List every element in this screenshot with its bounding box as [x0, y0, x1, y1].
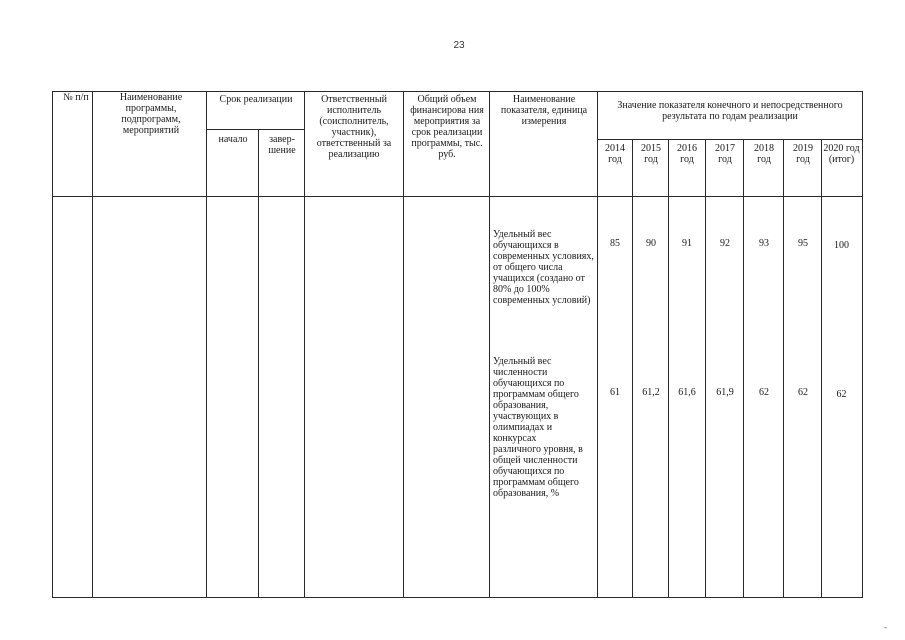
header-period: Срок реализации	[219, 94, 293, 105]
value-row1-2020: 100	[834, 240, 849, 251]
col-border-2016	[705, 139, 706, 598]
value-row1-2015: 90	[646, 238, 656, 249]
value-row2-2016: 61,6	[678, 387, 696, 398]
col-border-start	[258, 129, 259, 598]
value-row1-2018: 93	[759, 238, 769, 249]
col-border-executor	[403, 91, 404, 598]
col-border-period	[304, 91, 305, 598]
period-subheader-line	[206, 129, 304, 130]
value-row1-2017: 92	[720, 238, 730, 249]
years-subheader-line	[597, 139, 863, 140]
col-border-indicator	[597, 91, 598, 598]
header-year-2019: 2019 год	[793, 143, 813, 165]
col-border-funding	[489, 91, 490, 598]
value-row2-2015: 61,2	[642, 387, 660, 398]
header-year-2014: 2014 год	[605, 143, 625, 165]
value-row1-2019: 95	[798, 238, 808, 249]
header-year-2015: 2015 год	[641, 143, 661, 165]
table-bottom-border	[52, 597, 863, 598]
header-year-2020: 2020 год (итог)	[823, 143, 860, 165]
col-border-2017	[743, 139, 744, 598]
col-border-no	[92, 91, 93, 598]
value-row2-2020: 62	[836, 389, 847, 400]
col-border-2019	[821, 139, 822, 598]
header-start: начало	[218, 134, 248, 145]
header-funding: Общий объем финансирова ния мероприятия за срок реализации программы, тыс. руб.	[410, 94, 484, 160]
header-year-2017: 2017 год	[715, 143, 735, 165]
col-border-left	[52, 91, 53, 598]
header-end: завер-шение	[268, 134, 296, 156]
col-border-2014	[632, 139, 633, 598]
col-border-name	[206, 91, 207, 598]
header-values: Значение показателя конечного и непосредственного результата по годам реализации	[617, 100, 843, 122]
value-row1-2016: 91	[682, 238, 692, 249]
value-row2-2017: 61,9	[716, 387, 734, 398]
col-border-right	[862, 91, 863, 598]
header-indicator: Наименование показателя, единица измерения	[500, 94, 588, 127]
indicator-row-2: Удельный вес численности обучающихся по программам общего образования, участвующих в олимпиадах и конкурсах различного уровня, в общей численности обучающихся по программам общего образования, %	[493, 356, 583, 499]
header-no: № п/п	[63, 92, 89, 103]
header-program-name: Наименование программы, подпрограмм, мероприятий	[119, 92, 183, 136]
value-row2-2014: 61	[610, 387, 620, 398]
header-bottom-line	[52, 196, 863, 197]
header-year-2016: 2016 год	[677, 143, 697, 165]
indicator-row-1: Удельный вес обучающихся в современных условиях, от общего числа учащихся (создано от 80% до 100% современных условий)	[493, 229, 594, 306]
value-row2-2018: 62	[759, 387, 769, 398]
col-border-2018	[783, 139, 784, 598]
header-executor: Ответственный исполнитель (соисполнитель, участник), ответственный за реализацию	[316, 94, 392, 160]
value-row1-2014: 85	[610, 238, 620, 249]
margin-mark: -	[884, 622, 887, 632]
header-year-2018: 2018 год	[754, 143, 774, 165]
page-number: 23	[453, 40, 465, 51]
col-border-2015	[668, 139, 669, 598]
value-row2-2019: 62	[798, 387, 808, 398]
